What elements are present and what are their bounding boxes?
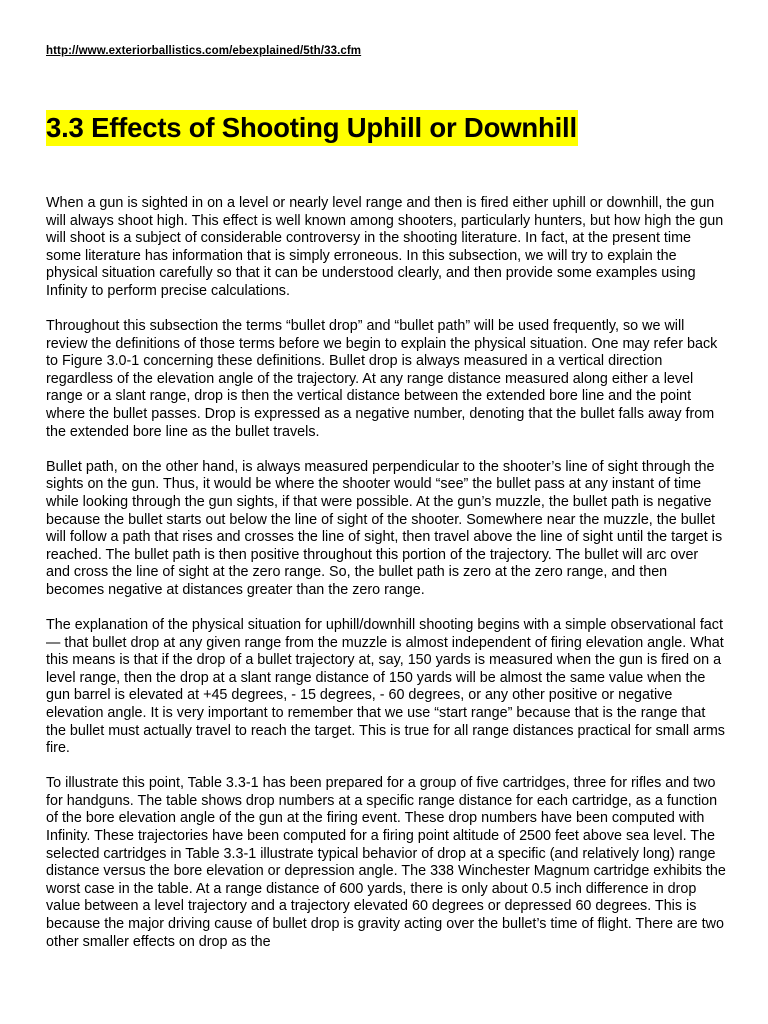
paragraph-definitions: Throughout this subsection the terms “bullet drop” and “bullet path” will be used frequently, so we will review the definitions of those terms before we begin to explain the physical situation. One may refer back to Figure 3.0-1 concerning these definitions. Bullet drop is always measured in a vertical direction regardless of the elevation angle of the trajectory. At any range distance measured along either a level range or a slant range, drop is then the vertical distance between the extended bore line and the point where the bullet passes. Drop is expressed as a negative number, denoting that the bullet falls away from the extended bore line as the bullet travels. xyxy=(46,318,718,440)
paragraph-table-illustration: To illustrate this point, Table 3.3-1 has been prepared for a group of five cartridges, three for rifles and two for handguns. The table shows drop numbers at a specific range distance for each cartridge, as a function of the bore elevation angle of the gun at the firing event. These drop numbers have been computed with Infinity. These trajectories have been computed for a firing point altitude of 2500 feet above sea level. The selected cartridges in Table 3.3-1 illustrate typical behavior of drop at a specific (and relatively long) range distance versus the bore elevation or depression angle. The 338 Winchester Magnum cartridge exhibits the worst case in the table. At a range distance of 600 yards, there is only about 0.5 inch difference in drop value between a level trajectory and a trajectory elevated 60 degrees or depressed 60 degrees. This is because the major driving cause of bullet drop is gravity acting over the bullet’s time of flight. There are two other smaller effects on drop as the xyxy=(46,775,726,950)
paragraph-physical-situation: The explanation of the physical situation for uphill/downhill shooting begins with a simple observational fact — that bullet drop at any given range from the muzzle is almost independent of firing elevation angle. What this means is that if the drop of a bullet trajectory at, say, 150 yards is measured when the gun is fired on a level range, then the drop at a slant range distance of 150 yards will be almost the same value when the gun barrel is elevated at +45 degrees, - 15 degrees, - 60 degrees, or any other positive or negative elevation angle. It is very important to remember that we use “start range” because that is the range that the bullet must actually travel to reach the target. This is true for all range distances practical for small arms fire. xyxy=(46,616,725,757)
body-text xyxy=(46,195,726,969)
paragraph-bullet-path: Bullet path, on the other hand, is always measured perpendicular to the shooter’s line of sight through the sights on the gun. Thus, it would be where the shooter would “see” the bullet pass at any instant of time while looking through the gun sights, if that were possible. At the gun’s muzzle, the bullet path is negative because the bullet starts out below the line of sight of the shooter. Somewhere near the muzzle, the bullet will follow a path that rises and crosses the line of sight, then travel above the line of sight until the target is reached. The bullet path is then positive throughout this portion of the trajectory. The bullet will arc over and cross the line of sight at the zero range. So, the bullet path is zero at the zero range, and then becomes negative at distances greater than the zero range. xyxy=(46,458,723,598)
section-title: 3.3 Effects of Shooting Uphill or Downhill xyxy=(46,110,578,146)
paragraph-intro: When a gun is sighted in on a level or nearly level range and then is fired either uphill or downhill, the gun will always shoot high. This effect is well known among shooters, particularly hunters, but how high the gun will shoot is a subject of considerable controversy in the shooting literature. In fact, at the present time some literature has information that is simply erroneous. In this subsection, we will try to explain the physical situation carefully so that it can be understood clearly, and then provide some examples using Infinity to perform precise calculations. xyxy=(46,195,724,299)
source-url-link[interactable]: http://www.exteriorballistics.com/ebexplained/5th/33.cfm xyxy=(46,45,362,57)
